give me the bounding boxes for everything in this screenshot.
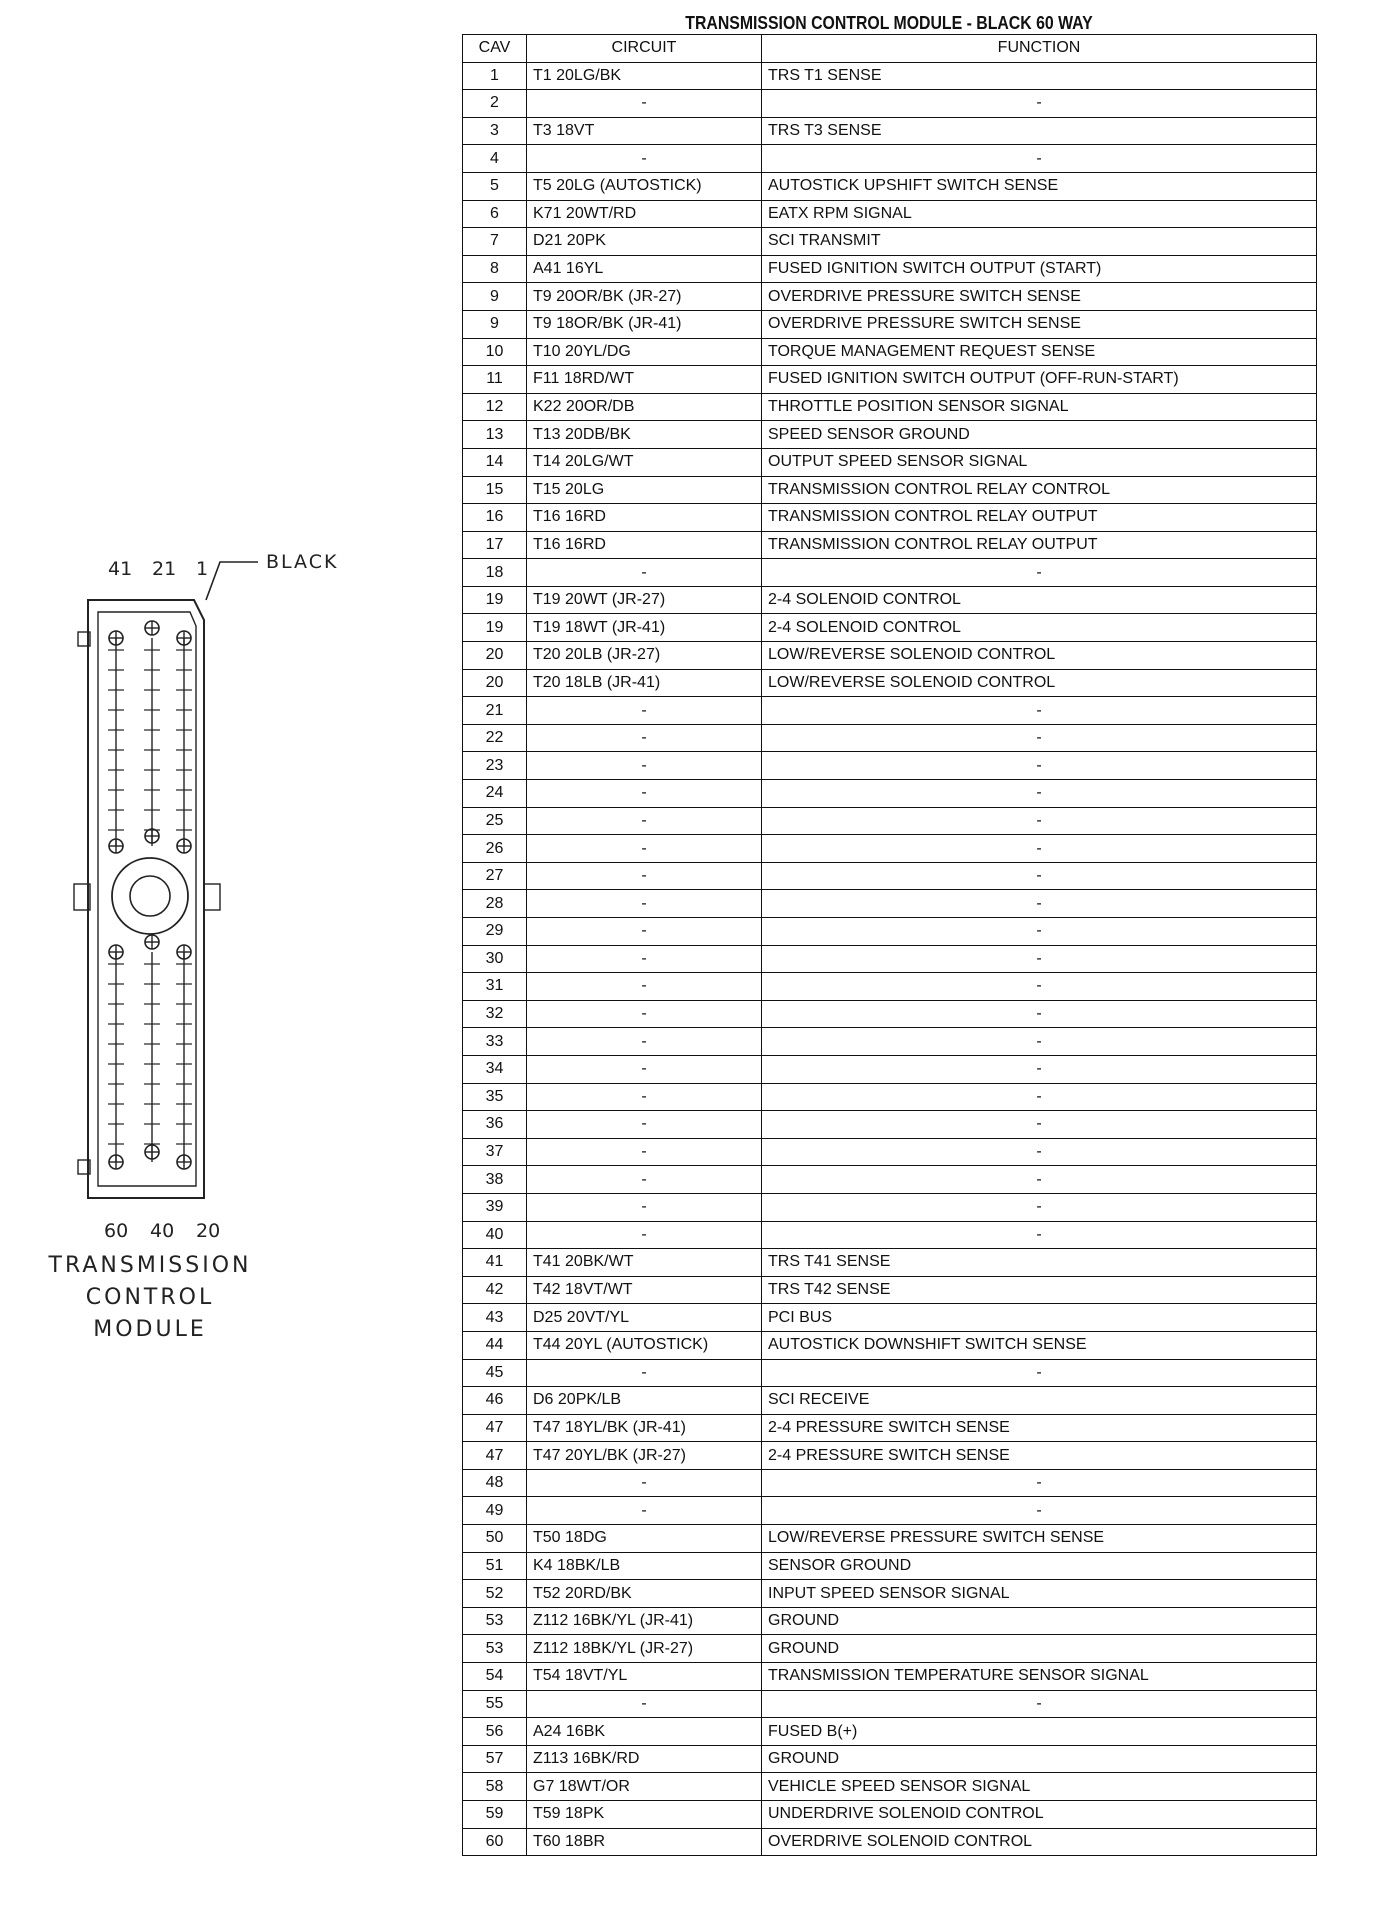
cav-cell: 25 <box>463 807 527 835</box>
circuit-cell: - <box>527 1055 762 1083</box>
circuit-cell: K22 20OR/DB <box>527 393 762 421</box>
cav-cell: 7 <box>463 228 527 256</box>
circuit-cell: - <box>527 145 762 173</box>
table-row <box>463 62 1317 90</box>
table-row <box>463 1083 1317 1111</box>
function-cell: LOW/REVERSE SOLENOID CONTROL <box>762 669 1317 697</box>
circuit-cell: - <box>527 862 762 890</box>
circuit-cell: T52 20RD/BK <box>527 1580 762 1608</box>
cav-cell: 27 <box>463 862 527 890</box>
circuit-cell: T59 18PK <box>527 1801 762 1829</box>
table-row <box>463 200 1317 228</box>
table-row <box>463 1718 1317 1746</box>
header-cav: CAV <box>463 35 527 63</box>
table-row <box>463 448 1317 476</box>
function-cell: TRS T3 SENSE <box>762 117 1317 145</box>
circuit-cell: T60 18BR <box>527 1828 762 1856</box>
table-row <box>463 310 1317 338</box>
circuit-cell: - <box>527 945 762 973</box>
bottom-pin-label: 20 <box>196 1220 221 1242</box>
table-row <box>463 614 1317 642</box>
circuit-cell: T50 18DG <box>527 1525 762 1553</box>
table-row <box>463 145 1317 173</box>
circuit-cell: T9 18OR/BK (JR-41) <box>527 310 762 338</box>
circuit-cell: G7 18WT/OR <box>527 1773 762 1801</box>
circuit-cell: T19 20WT (JR-27) <box>527 586 762 614</box>
circuit-cell: A41 16YL <box>527 255 762 283</box>
table-row <box>463 669 1317 697</box>
function-cell: - <box>762 1166 1317 1194</box>
table-row <box>463 1166 1317 1194</box>
function-cell: TRANSMISSION CONTROL RELAY OUTPUT <box>762 531 1317 559</box>
circuit-cell: - <box>527 918 762 946</box>
table-row <box>463 531 1317 559</box>
circuit-cell: - <box>527 1028 762 1056</box>
table-row <box>463 835 1317 863</box>
function-cell: PCI BUS <box>762 1304 1317 1332</box>
circuit-cell: - <box>527 1469 762 1497</box>
function-cell: GROUND <box>762 1745 1317 1773</box>
table-row <box>463 1469 1317 1497</box>
function-cell: 2-4 SOLENOID CONTROL <box>762 614 1317 642</box>
cav-cell: 19 <box>463 614 527 642</box>
top-pin-label: 1 <box>196 558 209 580</box>
header-circuit: CIRCUIT <box>527 35 762 63</box>
table-row <box>463 1745 1317 1773</box>
function-cell: TRS T1 SENSE <box>762 62 1317 90</box>
header-row <box>463 35 1317 63</box>
table-row <box>463 780 1317 808</box>
function-cell: - <box>762 752 1317 780</box>
function-cell: SENSOR GROUND <box>762 1552 1317 1580</box>
cav-cell: 54 <box>463 1663 527 1691</box>
circuit-cell: D6 20PK/LB <box>527 1387 762 1415</box>
function-cell: SPEED SENSOR GROUND <box>762 421 1317 449</box>
circuit-cell: - <box>527 1359 762 1387</box>
function-cell: - <box>762 890 1317 918</box>
table-row <box>463 90 1317 118</box>
table-row <box>463 504 1317 532</box>
table-row <box>463 586 1317 614</box>
function-cell: FUSED IGNITION SWITCH OUTPUT (OFF-RUN-START) <box>762 366 1317 394</box>
cav-cell: 24 <box>463 780 527 808</box>
function-cell: - <box>762 697 1317 725</box>
cav-cell: 19 <box>463 586 527 614</box>
cav-cell: 4 <box>463 145 527 173</box>
circuit-cell: - <box>527 835 762 863</box>
cav-cell: 50 <box>463 1525 527 1553</box>
cav-cell: 46 <box>463 1387 527 1415</box>
function-cell: INPUT SPEED SENSOR SIGNAL <box>762 1580 1317 1608</box>
function-cell: - <box>762 1138 1317 1166</box>
function-cell: - <box>762 1083 1317 1111</box>
function-cell: FUSED B(+) <box>762 1718 1317 1746</box>
function-cell: - <box>762 918 1317 946</box>
circuit-cell: T54 18VT/YL <box>527 1663 762 1691</box>
table-row <box>463 338 1317 366</box>
cav-cell: 22 <box>463 724 527 752</box>
function-cell: TORQUE MANAGEMENT REQUEST SENSE <box>762 338 1317 366</box>
circuit-cell: T10 20YL/DG <box>527 338 762 366</box>
cav-cell: 21 <box>463 697 527 725</box>
cav-cell: 53 <box>463 1607 527 1635</box>
table-row <box>463 283 1317 311</box>
function-cell: OUTPUT SPEED SENSOR SIGNAL <box>762 448 1317 476</box>
circuit-cell: F11 18RD/WT <box>527 366 762 394</box>
function-cell: - <box>762 807 1317 835</box>
cav-cell: 2 <box>463 90 527 118</box>
table-row <box>463 1000 1317 1028</box>
header-function: FUNCTION <box>762 35 1317 63</box>
center-bolt-outer <box>112 858 188 934</box>
circuit-cell: - <box>527 1000 762 1028</box>
function-cell: - <box>762 90 1317 118</box>
circuit-cell: - <box>527 1497 762 1525</box>
circuit-cell: T9 20OR/BK (JR-27) <box>527 283 762 311</box>
cav-cell: 31 <box>463 973 527 1001</box>
table-row <box>463 1607 1317 1635</box>
function-cell: - <box>762 1000 1317 1028</box>
table-row <box>463 1304 1317 1332</box>
circuit-cell: - <box>527 1690 762 1718</box>
cav-cell: 51 <box>463 1552 527 1580</box>
table-row <box>463 1055 1317 1083</box>
cav-cell: 13 <box>463 421 527 449</box>
function-cell: 2-4 PRESSURE SWITCH SENSE <box>762 1442 1317 1470</box>
table-row <box>463 1359 1317 1387</box>
cav-cell: 14 <box>463 448 527 476</box>
cav-cell: 60 <box>463 1828 527 1856</box>
cav-cell: 3 <box>463 117 527 145</box>
cav-cell: 45 <box>463 1359 527 1387</box>
circuit-cell: Z112 18BK/YL (JR-27) <box>527 1635 762 1663</box>
table-row <box>463 255 1317 283</box>
cav-cell: 47 <box>463 1414 527 1442</box>
cav-cell: 39 <box>463 1193 527 1221</box>
circuit-cell: T5 20LG (AUTOSTICK) <box>527 172 762 200</box>
table-row <box>463 697 1317 725</box>
cav-cell: 52 <box>463 1580 527 1608</box>
cav-cell: 57 <box>463 1745 527 1773</box>
cav-cell: 5 <box>463 172 527 200</box>
cav-cell: 9 <box>463 310 527 338</box>
cav-cell: 20 <box>463 669 527 697</box>
table-title: TRANSMISSION CONTROL MODULE - BLACK 60 WAY <box>685 13 1093 33</box>
function-cell: OVERDRIVE PRESSURE SWITCH SENSE <box>762 283 1317 311</box>
table-row <box>463 117 1317 145</box>
circuit-cell: T20 20LB (JR-27) <box>527 642 762 670</box>
table-row <box>463 1276 1317 1304</box>
function-cell: - <box>762 1497 1317 1525</box>
table-row <box>463 945 1317 973</box>
circuit-cell: - <box>527 1166 762 1194</box>
cav-cell: 6 <box>463 200 527 228</box>
circuit-cell: - <box>527 724 762 752</box>
table-row <box>463 421 1317 449</box>
circuit-cell: - <box>527 90 762 118</box>
function-cell: - <box>762 835 1317 863</box>
cav-cell: 16 <box>463 504 527 532</box>
table-row <box>463 1442 1317 1470</box>
circuit-cell: T13 20DB/BK <box>527 421 762 449</box>
cav-cell: 20 <box>463 642 527 670</box>
function-cell: TRS T41 SENSE <box>762 1249 1317 1277</box>
connector-caption <box>20 1250 280 1346</box>
cav-cell: 59 <box>463 1801 527 1829</box>
circuit-cell: T15 20LG <box>527 476 762 504</box>
function-cell: GROUND <box>762 1635 1317 1663</box>
function-cell: - <box>762 1111 1317 1139</box>
table-row <box>463 1138 1317 1166</box>
table-row <box>463 1525 1317 1553</box>
function-cell: - <box>762 1221 1317 1249</box>
circuit-cell: - <box>527 1193 762 1221</box>
cav-cell: 43 <box>463 1304 527 1332</box>
table-row <box>463 1331 1317 1359</box>
pinout-table-section <box>462 8 1316 1856</box>
function-cell: UNDERDRIVE SOLENOID CONTROL <box>762 1801 1317 1829</box>
cav-cell: 44 <box>463 1331 527 1359</box>
cav-cell: 18 <box>463 559 527 587</box>
circuit-cell: - <box>527 559 762 587</box>
function-cell: - <box>762 780 1317 808</box>
circuit-cell: T1 20LG/BK <box>527 62 762 90</box>
function-cell: - <box>762 1028 1317 1056</box>
table-row <box>463 1497 1317 1525</box>
cav-cell: 42 <box>463 1276 527 1304</box>
function-cell: VEHICLE SPEED SENSOR SIGNAL <box>762 1773 1317 1801</box>
bottom-pin-label: 60 <box>104 1220 129 1242</box>
function-cell: TRS T42 SENSE <box>762 1276 1317 1304</box>
circuit-cell: - <box>527 1138 762 1166</box>
table-row <box>463 476 1317 504</box>
cav-cell: 9 <box>463 283 527 311</box>
table-row <box>463 752 1317 780</box>
function-cell: OVERDRIVE SOLENOID CONTROL <box>762 1828 1317 1856</box>
cav-cell: 30 <box>463 945 527 973</box>
circuit-cell: T14 20LG/WT <box>527 448 762 476</box>
caption-line: CONTROL <box>85 1285 215 1310</box>
function-cell: - <box>762 1469 1317 1497</box>
function-cell: LOW/REVERSE PRESSURE SWITCH SENSE <box>762 1525 1317 1553</box>
circuit-cell: T44 20YL (AUTOSTICK) <box>527 1331 762 1359</box>
cav-cell: 36 <box>463 1111 527 1139</box>
table-row <box>463 1111 1317 1139</box>
cav-cell: 47 <box>463 1442 527 1470</box>
function-cell: 2-4 SOLENOID CONTROL <box>762 586 1317 614</box>
cav-cell: 37 <box>463 1138 527 1166</box>
circuit-cell: - <box>527 697 762 725</box>
table-row <box>463 918 1317 946</box>
callout-leader <box>206 562 258 600</box>
function-cell: - <box>762 1690 1317 1718</box>
cav-cell: 34 <box>463 1055 527 1083</box>
table-row <box>463 642 1317 670</box>
cav-cell: 38 <box>463 1166 527 1194</box>
table-row <box>463 1773 1317 1801</box>
cav-cell: 53 <box>463 1635 527 1663</box>
function-cell: - <box>762 1193 1317 1221</box>
function-cell: GROUND <box>762 1607 1317 1635</box>
function-cell: - <box>762 1359 1317 1387</box>
table-row <box>463 1193 1317 1221</box>
circuit-cell: T19 18WT (JR-41) <box>527 614 762 642</box>
circuit-cell: - <box>527 1111 762 1139</box>
circuit-cell: T47 20YL/BK (JR-27) <box>527 1442 762 1470</box>
function-cell: - <box>762 1055 1317 1083</box>
table-row <box>463 1828 1317 1856</box>
bottom-pin-label: 40 <box>150 1220 175 1242</box>
circuit-cell: T16 16RD <box>527 531 762 559</box>
cav-cell: 32 <box>463 1000 527 1028</box>
function-cell: AUTOSTICK DOWNSHIFT SWITCH SENSE <box>762 1331 1317 1359</box>
cav-cell: 29 <box>463 918 527 946</box>
pin-columns <box>108 621 192 1169</box>
circuit-cell: - <box>527 752 762 780</box>
caption-line: MODULE <box>93 1317 207 1342</box>
table-row <box>463 366 1317 394</box>
cav-cell: 55 <box>463 1690 527 1718</box>
circuit-cell: - <box>527 1221 762 1249</box>
table-row <box>463 1221 1317 1249</box>
table-row <box>463 1387 1317 1415</box>
table-row <box>463 1663 1317 1691</box>
cav-cell: 10 <box>463 338 527 366</box>
circuit-cell: - <box>527 780 762 808</box>
cav-cell: 40 <box>463 1221 527 1249</box>
table-row <box>463 559 1317 587</box>
function-cell: EATX RPM SIGNAL <box>762 200 1317 228</box>
table-row <box>463 1690 1317 1718</box>
circuit-cell: - <box>527 973 762 1001</box>
table-row <box>463 1801 1317 1829</box>
cav-cell: 58 <box>463 1773 527 1801</box>
cav-cell: 48 <box>463 1469 527 1497</box>
table-row <box>463 228 1317 256</box>
function-cell: TRANSMISSION CONTROL RELAY CONTROL <box>762 476 1317 504</box>
function-cell: - <box>762 559 1317 587</box>
table-row <box>463 807 1317 835</box>
function-cell: OVERDRIVE PRESSURE SWITCH SENSE <box>762 310 1317 338</box>
cav-cell: 41 <box>463 1249 527 1277</box>
cav-cell: 26 <box>463 835 527 863</box>
side-tab <box>204 884 220 910</box>
function-cell: - <box>762 145 1317 173</box>
function-cell: AUTOSTICK UPSHIFT SWITCH SENSE <box>762 172 1317 200</box>
cav-cell: 15 <box>463 476 527 504</box>
table-row <box>463 1249 1317 1277</box>
table-row <box>463 890 1317 918</box>
circuit-cell: D25 20VT/YL <box>527 1304 762 1332</box>
circuit-cell: - <box>527 890 762 918</box>
circuit-cell: T20 18LB (JR-41) <box>527 669 762 697</box>
function-cell: FUSED IGNITION SWITCH OUTPUT (START) <box>762 255 1317 283</box>
table-row <box>463 1028 1317 1056</box>
cav-cell: 1 <box>463 62 527 90</box>
cav-cell: 35 <box>463 1083 527 1111</box>
circuit-cell: K4 18BK/LB <box>527 1552 762 1580</box>
cav-cell: 33 <box>463 1028 527 1056</box>
circuit-cell: T47 18YL/BK (JR-41) <box>527 1414 762 1442</box>
function-cell: TRANSMISSION TEMPERATURE SENSOR SIGNAL <box>762 1663 1317 1691</box>
cav-cell: 8 <box>463 255 527 283</box>
connector-color-label: BLACK <box>266 551 339 573</box>
top-pin-label: 21 <box>152 558 177 580</box>
cav-cell: 56 <box>463 1718 527 1746</box>
circuit-cell: A24 16BK <box>527 1718 762 1746</box>
function-cell: - <box>762 862 1317 890</box>
function-cell: - <box>762 973 1317 1001</box>
function-cell: THROTTLE POSITION SENSOR SIGNAL <box>762 393 1317 421</box>
caption-line: TRANSMISSION <box>48 1253 252 1278</box>
function-cell: 2-4 PRESSURE SWITCH SENSE <box>762 1414 1317 1442</box>
pinout-table <box>462 34 1317 1856</box>
function-cell: SCI RECEIVE <box>762 1387 1317 1415</box>
function-cell: SCI TRANSMIT <box>762 228 1317 256</box>
circuit-cell: K71 20WT/RD <box>527 200 762 228</box>
circuit-cell: T3 18VT <box>527 117 762 145</box>
table-row <box>463 1635 1317 1663</box>
function-cell: LOW/REVERSE SOLENOID CONTROL <box>762 642 1317 670</box>
table-row <box>463 724 1317 752</box>
cav-cell: 12 <box>463 393 527 421</box>
circuit-cell: T16 16RD <box>527 504 762 532</box>
table-row <box>463 1414 1317 1442</box>
circuit-cell: T41 20BK/WT <box>527 1249 762 1277</box>
circuit-cell: Z113 16BK/RD <box>527 1745 762 1773</box>
table-row <box>463 393 1317 421</box>
cav-cell: 23 <box>463 752 527 780</box>
circuit-cell: T42 18VT/WT <box>527 1276 762 1304</box>
cav-cell: 49 <box>463 1497 527 1525</box>
center-bolt-inner <box>130 876 170 916</box>
function-cell: TRANSMISSION CONTROL RELAY OUTPUT <box>762 504 1317 532</box>
cav-cell: 17 <box>463 531 527 559</box>
circuit-cell: D21 20PK <box>527 228 762 256</box>
function-cell: - <box>762 945 1317 973</box>
circuit-cell: Z112 16BK/YL (JR-41) <box>527 1607 762 1635</box>
table-row <box>463 172 1317 200</box>
cav-cell: 28 <box>463 890 527 918</box>
cav-cell: 11 <box>463 366 527 394</box>
connector-drawing <box>0 0 460 1932</box>
table-row <box>463 1580 1317 1608</box>
table-row <box>463 973 1317 1001</box>
table-row <box>463 1552 1317 1580</box>
circuit-cell: - <box>527 807 762 835</box>
table-row <box>463 862 1317 890</box>
top-pin-label: 41 <box>108 558 133 580</box>
circuit-cell: - <box>527 1083 762 1111</box>
connector-diagram <box>0 0 460 1932</box>
function-cell: - <box>762 724 1317 752</box>
